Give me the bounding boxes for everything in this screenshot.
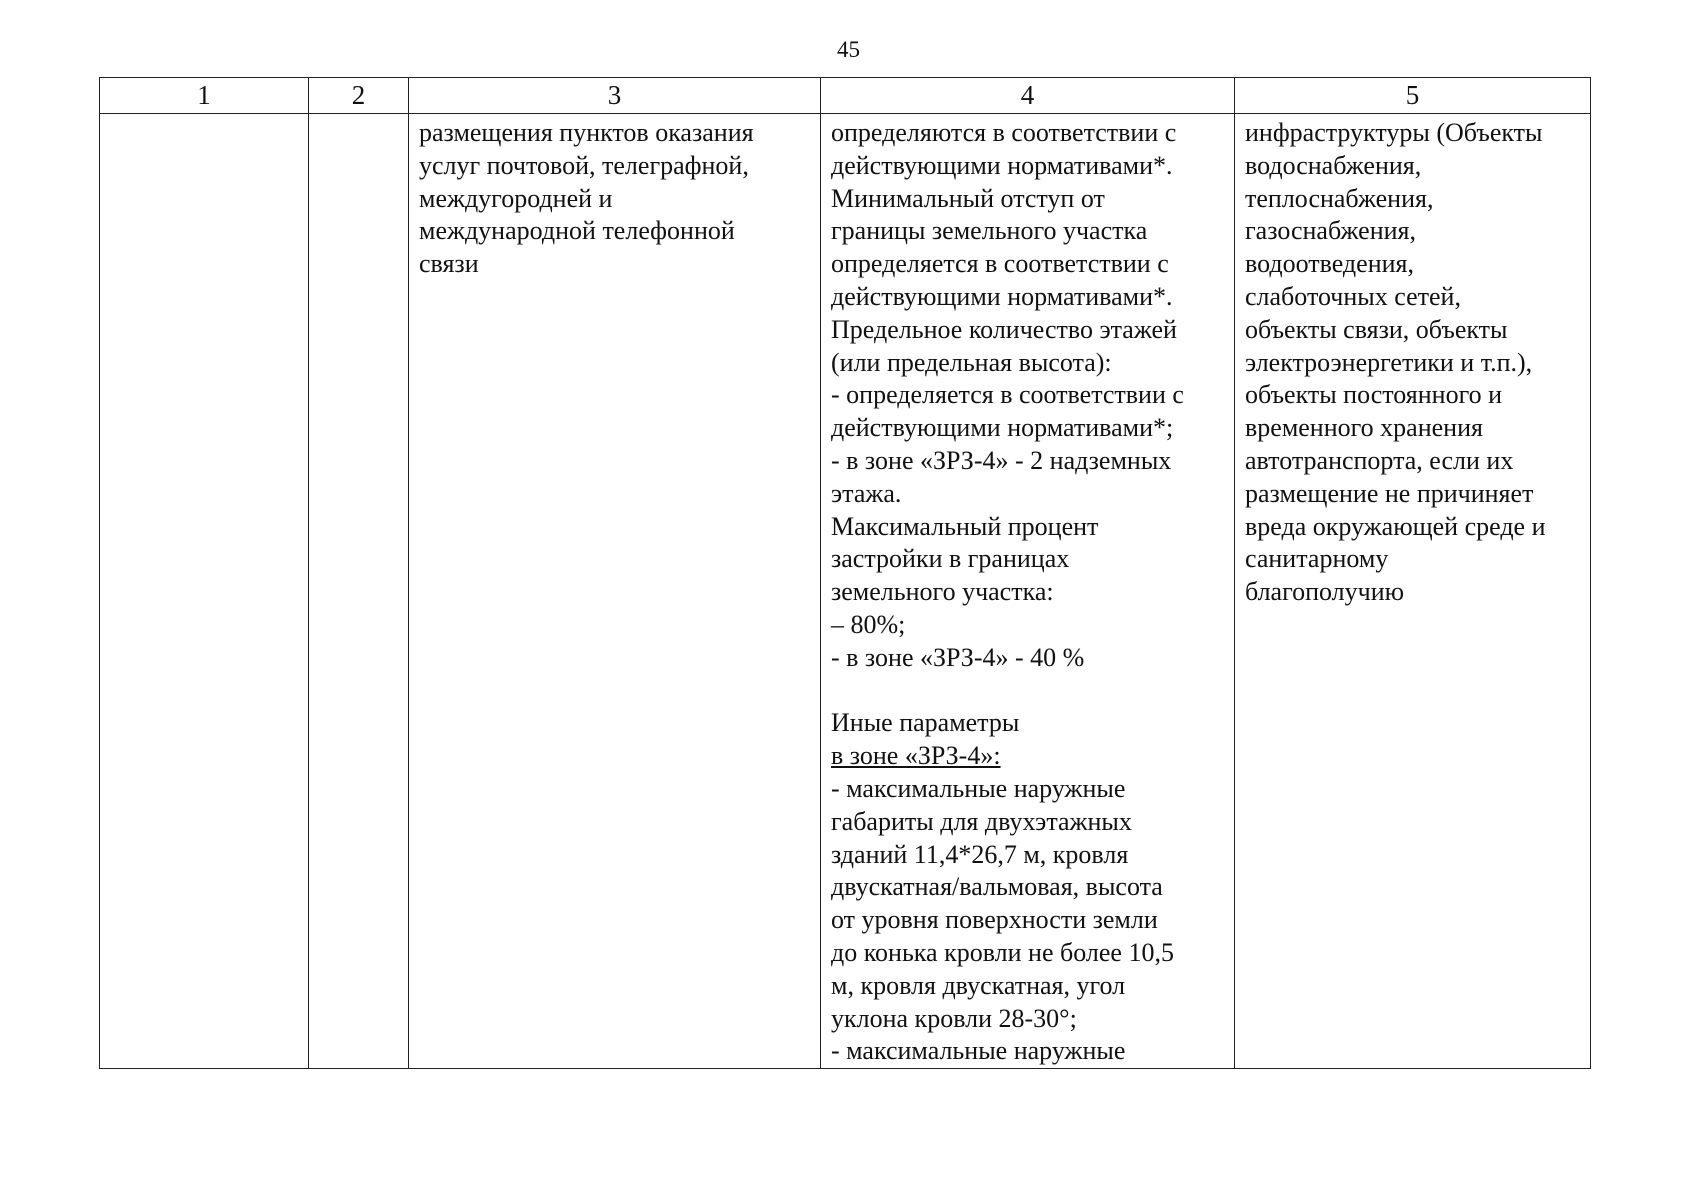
col4-text [821,114,1234,1068]
text-line: этажа. [831,478,902,508]
text-line: услуг почтовой, телеграфной, [419,150,749,180]
text-line: - в зоне «ЗРЗ-4» - 40 % [831,642,1085,672]
text-line: газоснабжения, [1245,216,1416,246]
cell-col-3 [409,114,821,1069]
column-header-1: 1 [100,78,309,114]
text-line: благополучию [1245,577,1405,607]
text-line: Максимальный процент [831,511,1099,541]
text-line: - максимальные наружные [831,1036,1126,1066]
column-header-2: 2 [309,78,409,114]
page-number: 45 [837,37,860,62]
cell-col-4 [821,114,1235,1069]
text-line: вреда окружающей среде и [1245,511,1546,541]
column-header-3: 3 [409,78,821,114]
text-line: застройки в границах [831,544,1070,574]
text-line: до конька кровли не более 10,5 [831,937,1174,967]
text-line: зданий 11,4*26,7 м, кровля [831,839,1129,869]
text-line: м, кровля двускатная, угол [831,970,1126,1000]
column-header-4: 4 [821,78,1235,114]
text-line: действующими нормативами*. [831,150,1173,180]
text-line: международной телефонной [419,216,735,246]
text-line: определяется в соответствии с [831,249,1169,279]
cell-col-5 [1235,114,1591,1069]
text-line: Минимальный отступ от [831,183,1105,213]
text-line: Предельное количество этажей [831,314,1177,344]
table-header-row [100,78,1591,114]
column-header-5: 5 [1235,78,1591,114]
text-line: автотранспорта, если их [1245,445,1514,475]
text-line: теплоснабжения, [1245,183,1434,213]
text-line: объекты связи, объекты [1245,314,1508,344]
cell-col-1 [100,114,309,1069]
text-line: Иные параметры [831,708,1020,738]
text-line: определяются в соответствии с [831,118,1177,147]
text-line: габариты для двухэтажных [831,806,1132,836]
text-line: связи [419,249,479,279]
text-line: границы земельного участка [831,216,1148,246]
text-line: (или предельная высота): [831,347,1112,377]
text-line: - в зоне «ЗРЗ-4» - 2 надземных [831,445,1172,475]
text-line: водоснабжения, [1245,150,1422,180]
text-line: от уровня поверхности земли [831,905,1158,935]
table-row [100,114,1591,1069]
text-line: санитарному [1245,544,1389,574]
text-line: двускатная/вальмовая, высота [831,872,1163,902]
text-line: водоотведения, [1245,249,1414,279]
text-line: размещение не причиняет [1245,478,1534,508]
regulations-table [99,77,1591,1069]
underlined-line: в зоне «ЗРЗ-4»: [831,741,1001,771]
text-line: междугородней и [419,183,613,213]
blank-line [831,675,1234,708]
text-line: инфраструктуры (Объекты [1245,118,1543,147]
text-line: – 80%; [831,609,906,639]
col3-text [409,114,820,281]
text-line: временного хранения [1245,413,1483,443]
text-line: - определяется в соответствии с [831,380,1184,410]
text-line: действующими нормативами*; [831,413,1174,443]
cell-col-2 [309,114,409,1069]
text-line: земельного участка: [831,577,1054,607]
text-line: - максимальные наружные [831,773,1126,803]
text-line: электроэнергетики и т.п.), [1245,347,1533,377]
text-line: размещения пунктов оказания [419,118,754,147]
text-line: действующими нормативами*. [831,281,1173,311]
text-line: уклона кровли 28-30°; [831,1003,1077,1033]
col5-text [1235,114,1590,609]
text-line: объекты постоянного и [1245,380,1503,410]
text-line: слаботочных сетей, [1245,281,1461,311]
